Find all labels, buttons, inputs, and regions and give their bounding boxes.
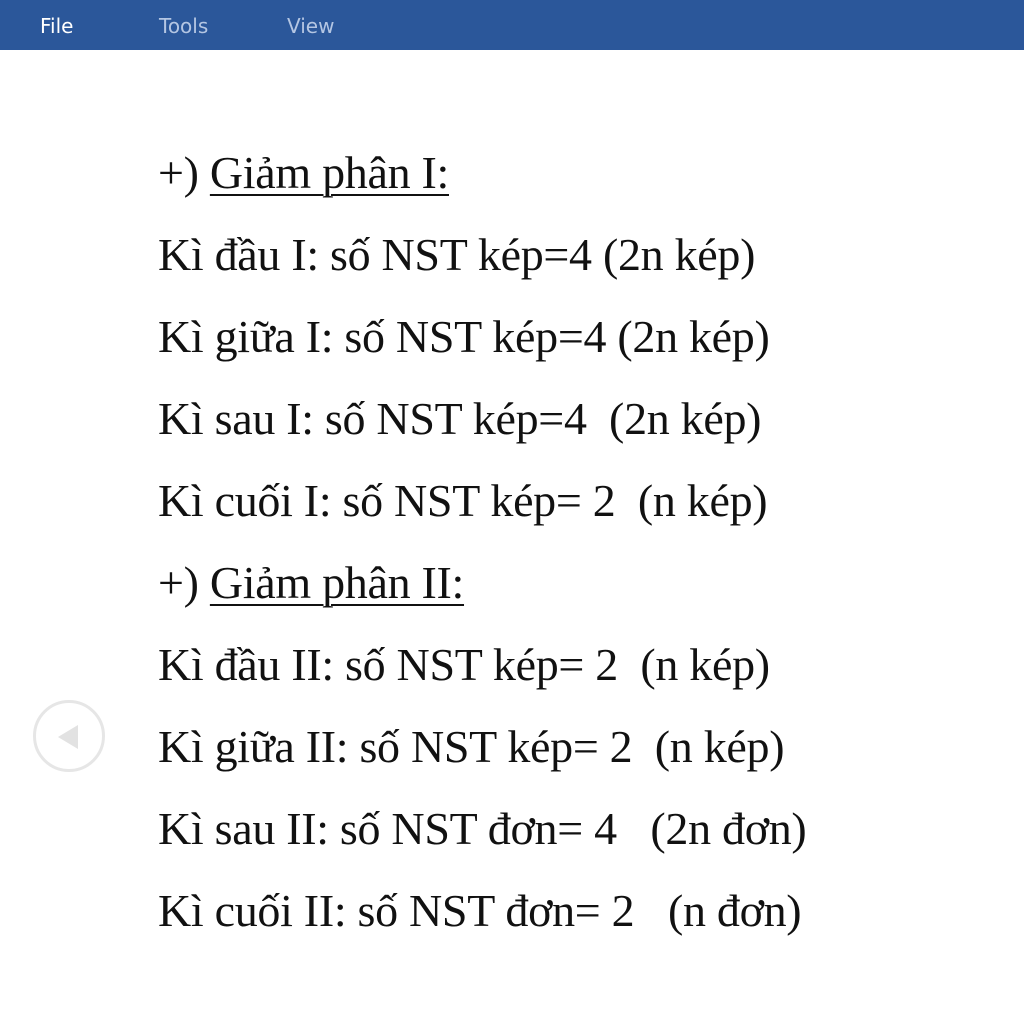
chevron-left-icon	[58, 725, 78, 749]
section-title: Giảm phân I:	[209, 147, 449, 198]
text-line: Kì sau I: số NST kép=4 (2n kép)	[158, 393, 762, 444]
text-line: Kì đầu I: số NST kép=4 (2n kép)	[158, 229, 756, 280]
section-heading-1	[158, 132, 978, 214]
menu-tools[interactable]: Tools	[159, 14, 209, 38]
menu-view[interactable]: View	[287, 14, 335, 38]
section-prefix: +)	[158, 557, 210, 608]
text-line: Kì giữa I: số NST kép=4 (2n kép)	[158, 311, 770, 362]
document-content	[158, 132, 978, 952]
section-heading-2	[158, 542, 978, 624]
text-line: Kì đầu II: số NST kép= 2 (n kép)	[158, 639, 770, 690]
text-line: Kì giữa II: số NST kép= 2 (n kép)	[158, 721, 785, 772]
menu-file[interactable]: File	[40, 14, 74, 38]
text-line: Kì cuối I: số NST kép= 2 (n kép)	[158, 475, 768, 526]
section-prefix: +)	[158, 147, 210, 198]
previous-page-button[interactable]	[33, 700, 105, 772]
menu-bar	[0, 0, 1024, 50]
section-title: Giảm phân II:	[209, 557, 465, 608]
text-line: Kì cuối II: số NST đơn= 2 (n đơn)	[158, 885, 802, 936]
text-line: Kì sau II: số NST đơn= 4 (2n đơn)	[158, 803, 807, 854]
